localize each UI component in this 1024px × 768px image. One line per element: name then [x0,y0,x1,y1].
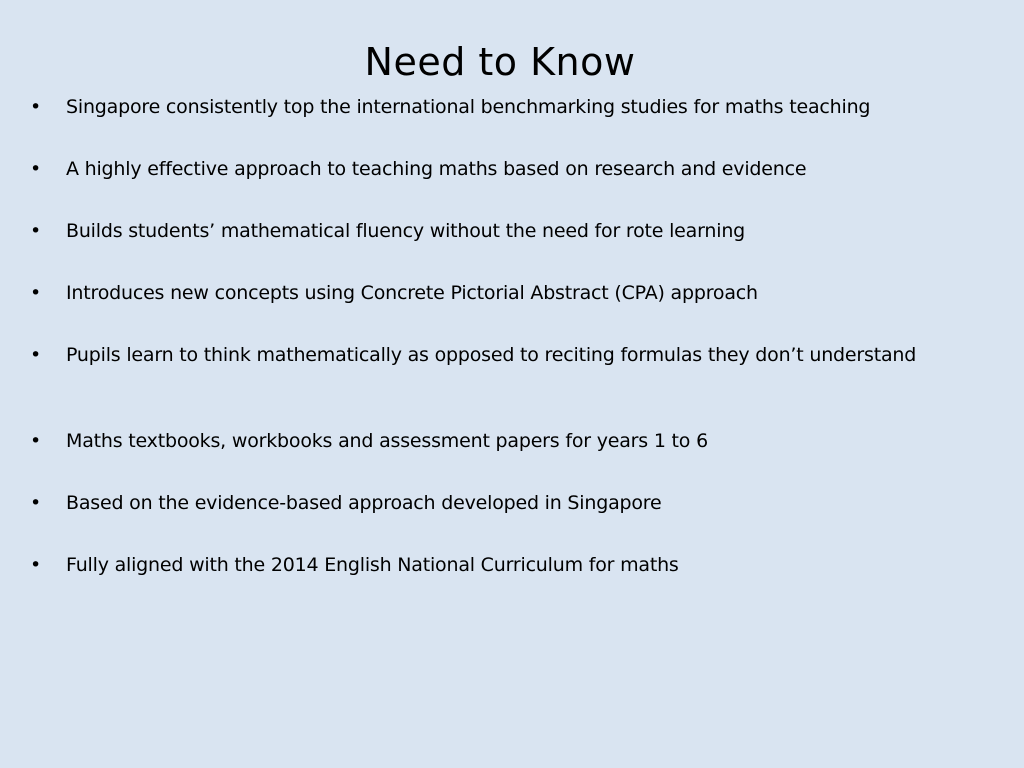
bullet-icon: • [30,96,42,118]
bullet-text: Singapore consistently top the international benchmarking studies for maths teaching [66,96,871,118]
bullet-icon: • [30,554,42,576]
bullet-icon: • [30,158,42,180]
bullet-icon: • [30,344,42,366]
bullet-icon: • [30,282,42,304]
bullet-text: Builds students’ mathematical fluency without the need for rote learning [66,220,746,242]
bullet-text: Based on the evidence-based approach developed in Singapore [66,492,662,514]
bullet-text: A highly effective approach to teaching maths based on research and evidence [66,158,807,180]
slide-title: Need to Know [364,40,636,84]
bullet-icon: • [30,430,42,452]
bullet-icon: • [30,492,42,514]
bullet-text: Pupils learn to think mathematically as opposed to reciting formulas they don’t understand [66,344,917,366]
bullet-text: Fully aligned with the 2014 English National Curriculum for maths [66,554,679,576]
bullet-icon: • [30,220,42,242]
bullet-text: Introduces new concepts using Concrete Pictorial Abstract (CPA) approach [66,282,758,304]
bullet-text: Maths textbooks, workbooks and assessment papers for years 1 to 6 [66,430,708,452]
